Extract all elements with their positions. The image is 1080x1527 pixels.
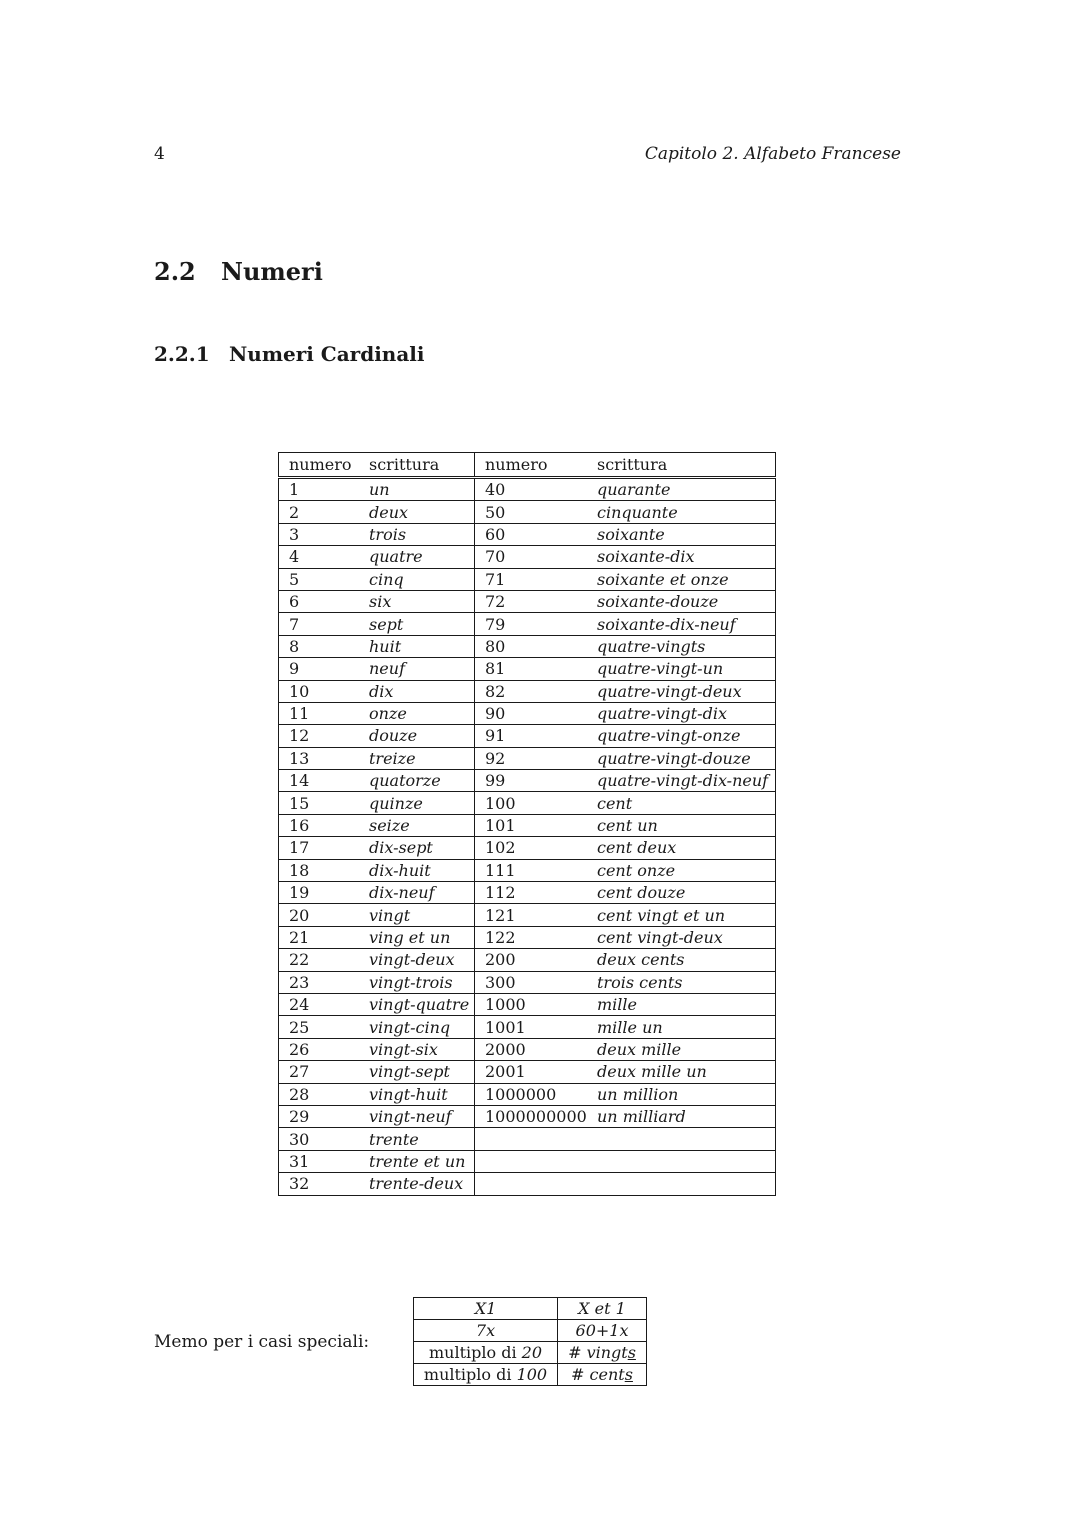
cell-number: 10 [279, 680, 360, 702]
cell-writing: trente [359, 1128, 475, 1150]
table-row [279, 1150, 776, 1172]
cell-writing: un milliard [587, 1105, 776, 1127]
memo-cell-left [414, 1364, 558, 1386]
cell-writing: soixante [587, 523, 776, 545]
cell-number: 80 [475, 635, 588, 657]
cell-number: 71 [475, 568, 588, 590]
memo-word: cent [589, 1364, 625, 1384]
table-row [279, 770, 776, 792]
cell-writing: soixante-dix [587, 546, 776, 568]
table-row [279, 1038, 776, 1060]
cell-number: 2001 [475, 1061, 588, 1083]
cell-writing: vingt-huit [359, 1083, 475, 1105]
memo-mark: # [571, 1364, 585, 1384]
cell-number: 5 [279, 568, 360, 590]
table-row [279, 1105, 776, 1127]
cell-number: 3 [279, 523, 360, 545]
memo-suffix: s [624, 1364, 633, 1384]
table-row [279, 814, 776, 836]
table-row [279, 1128, 776, 1150]
section-number: 2.2 [154, 257, 196, 286]
cell-writing: soixante-douze [587, 590, 776, 612]
cell-writing: un million [587, 1083, 776, 1105]
table-row [279, 1083, 776, 1105]
cell-number: 50 [475, 501, 588, 523]
cell-writing: quatre-vingts [587, 635, 776, 657]
table-row [279, 613, 776, 635]
table-row [279, 926, 776, 948]
cell-number: 92 [475, 747, 588, 769]
cell-writing: dix-huit [359, 859, 475, 881]
cell-number: 28 [279, 1083, 360, 1105]
cell-writing: mille un [587, 1016, 776, 1038]
cell-writing: vingt-cinq [359, 1016, 475, 1038]
table-row [279, 993, 776, 1015]
column-header-number: numero [475, 453, 588, 478]
cell-writing [587, 1128, 776, 1150]
memo-label: Memo per i casi speciali: [154, 1332, 370, 1352]
memo-table [413, 1297, 647, 1386]
cell-number: 14 [279, 770, 360, 792]
cell-number: 72 [475, 590, 588, 612]
cell-number: 16 [279, 814, 360, 836]
cell-number: 7 [279, 613, 360, 635]
subsection-number: 2.2.1 [154, 342, 210, 366]
memo-text: multiplo di [428, 1342, 517, 1362]
cell-writing: trois [359, 523, 475, 545]
table-row [279, 568, 776, 590]
cell-writing: mille [587, 993, 776, 1015]
cell-number: 21 [279, 926, 360, 948]
memo-mark: # [568, 1342, 582, 1362]
cell-writing: quatre-vingt-onze [587, 725, 776, 747]
cell-number: 99 [475, 770, 588, 792]
cell-writing: sept [359, 613, 475, 635]
cell-writing: douze [359, 725, 475, 747]
section-title: Numeri [221, 257, 323, 286]
cell-writing: vingt-neuf [359, 1105, 475, 1127]
cell-number [475, 1128, 588, 1150]
table-row [279, 837, 776, 859]
table-row [279, 680, 776, 702]
table-body [279, 478, 776, 1196]
cell-number: 101 [475, 814, 588, 836]
table-row [279, 725, 776, 747]
memo-row [414, 1342, 647, 1364]
memo-header-right: X et 1 [558, 1298, 647, 1320]
cell-writing: cent onze [587, 859, 776, 881]
memo-cell-left: 7x [414, 1320, 558, 1342]
table-row [279, 747, 776, 769]
cell-number: 2 [279, 501, 360, 523]
memo-cell-right [558, 1342, 647, 1364]
memo-suffix: s [627, 1342, 636, 1362]
cell-writing [587, 1150, 776, 1172]
cell-number: 27 [279, 1061, 360, 1083]
cell-writing: neuf [359, 658, 475, 680]
cell-writing: deux [359, 501, 475, 523]
cell-number: 1000000 [475, 1083, 588, 1105]
page-number: 4 [154, 144, 165, 164]
cell-number: 121 [475, 904, 588, 926]
cell-number: 22 [279, 949, 360, 971]
memo-row [414, 1364, 647, 1386]
table-row [279, 478, 776, 501]
table-row [279, 1173, 776, 1195]
cell-number: 26 [279, 1038, 360, 1060]
cell-number [475, 1150, 588, 1172]
cell-number: 102 [475, 837, 588, 859]
cell-writing: deux mille [587, 1038, 776, 1060]
cell-writing: cinq [359, 568, 475, 590]
cell-number: 19 [279, 882, 360, 904]
cell-writing: quarante [587, 478, 776, 501]
cell-number: 122 [475, 926, 588, 948]
cell-writing: cent vingt et un [587, 904, 776, 926]
cell-number: 2000 [475, 1038, 588, 1060]
cell-number [475, 1173, 588, 1195]
cell-writing: vingt-quatre [359, 993, 475, 1015]
cell-number: 90 [475, 702, 588, 724]
cell-writing: quatre-vingt-un [587, 658, 776, 680]
memo-row [414, 1320, 647, 1342]
cell-writing: vingt-sept [359, 1061, 475, 1083]
cell-number: 23 [279, 971, 360, 993]
cell-writing: trente-deux [359, 1173, 475, 1195]
cell-number: 1000 [475, 993, 588, 1015]
cell-writing: huit [359, 635, 475, 657]
cell-writing [587, 1173, 776, 1195]
cell-writing: quatre-vingt-douze [587, 747, 776, 769]
cell-writing: soixante-dix-neuf [587, 613, 776, 635]
cell-writing: quatorze [359, 770, 475, 792]
cell-number: 8 [279, 635, 360, 657]
cell-writing: quatre [359, 546, 475, 568]
cell-writing: vingt-deux [359, 949, 475, 971]
cell-writing: vingt-trois [359, 971, 475, 993]
table-row [279, 523, 776, 545]
table-row [279, 1061, 776, 1083]
cell-writing: vingt-six [359, 1038, 475, 1060]
cardinal-numbers-table [278, 452, 776, 1196]
table-row [279, 590, 776, 612]
cell-writing: quinze [359, 792, 475, 814]
cell-number: 70 [475, 546, 588, 568]
cell-number: 1 [279, 478, 360, 501]
cell-writing: cent un [587, 814, 776, 836]
cell-writing: cinquante [587, 501, 776, 523]
table-row [279, 658, 776, 680]
column-header-writing: scrittura [359, 453, 475, 478]
cell-number: 112 [475, 882, 588, 904]
cell-writing: trente et un [359, 1150, 475, 1172]
table-header-row [279, 453, 776, 478]
cell-writing: deux cents [587, 949, 776, 971]
cell-writing: trois cents [587, 971, 776, 993]
table-row [279, 1016, 776, 1038]
cell-number: 29 [279, 1105, 360, 1127]
cell-number: 1000000000 [475, 1105, 588, 1127]
cell-number: 82 [475, 680, 588, 702]
cell-writing: dix-sept [359, 837, 475, 859]
cell-writing: quatre-vingt-dix [587, 702, 776, 724]
cell-number: 100 [475, 792, 588, 814]
memo-num: 20 [521, 1342, 543, 1362]
memo-header-left: X1 [414, 1298, 558, 1320]
cell-writing: seize [359, 814, 475, 836]
cell-writing: deux mille un [587, 1061, 776, 1083]
cell-number: 81 [475, 658, 588, 680]
memo-num: 100 [516, 1364, 548, 1384]
cell-number: 30 [279, 1128, 360, 1150]
cell-writing: vingt [359, 904, 475, 926]
cell-writing: cent [587, 792, 776, 814]
cell-number: 25 [279, 1016, 360, 1038]
cell-writing: quatre-vingt-dix-neuf [587, 770, 776, 792]
table-row [279, 859, 776, 881]
memo-cell-right: 60+1x [558, 1320, 647, 1342]
table-row [279, 546, 776, 568]
cell-number: 31 [279, 1150, 360, 1172]
cell-writing: onze [359, 702, 475, 724]
cell-writing: cent deux [587, 837, 776, 859]
cell-number: 15 [279, 792, 360, 814]
table-row [279, 949, 776, 971]
running-title: Capitolo 2. Alfabeto Francese [644, 144, 901, 164]
cell-number: 300 [475, 971, 588, 993]
cell-number: 4 [279, 546, 360, 568]
table-row [279, 882, 776, 904]
column-header-writing: scrittura [587, 453, 776, 478]
cell-number: 12 [279, 725, 360, 747]
cell-number: 91 [475, 725, 588, 747]
cell-writing: quatre-vingt-deux [587, 680, 776, 702]
table-row [279, 971, 776, 993]
cell-number: 9 [279, 658, 360, 680]
cell-number: 79 [475, 613, 588, 635]
cell-number: 24 [279, 993, 360, 1015]
cell-number: 111 [475, 859, 588, 881]
table-row [279, 792, 776, 814]
column-header-number: numero [279, 453, 360, 478]
table-row [279, 904, 776, 926]
cell-number: 11 [279, 702, 360, 724]
cell-writing: cent douze [587, 882, 776, 904]
table-row [279, 635, 776, 657]
table-row [279, 702, 776, 724]
memo-header-row [414, 1298, 647, 1320]
subsection-title: Numeri Cardinali [229, 342, 425, 366]
cell-writing: dix [359, 680, 475, 702]
memo-cell-left [414, 1342, 558, 1364]
cell-number: 32 [279, 1173, 360, 1195]
cell-number: 18 [279, 859, 360, 881]
cell-number: 6 [279, 590, 360, 612]
memo-cell-right [558, 1364, 647, 1386]
memo-word: vingt [586, 1342, 628, 1362]
cell-writing: ving et un [359, 926, 475, 948]
cell-writing: treize [359, 747, 475, 769]
cell-number: 13 [279, 747, 360, 769]
cell-writing: six [359, 590, 475, 612]
cell-number: 20 [279, 904, 360, 926]
cell-number: 1001 [475, 1016, 588, 1038]
cell-number: 17 [279, 837, 360, 859]
cell-writing: dix-neuf [359, 882, 475, 904]
memo-text: multiplo di [423, 1364, 512, 1384]
cell-number: 200 [475, 949, 588, 971]
cell-writing: soixante et onze [587, 568, 776, 590]
cell-number: 60 [475, 523, 588, 545]
cell-number: 40 [475, 478, 588, 501]
table-row [279, 501, 776, 523]
cell-writing: un [359, 478, 475, 501]
cell-writing: cent vingt-deux [587, 926, 776, 948]
